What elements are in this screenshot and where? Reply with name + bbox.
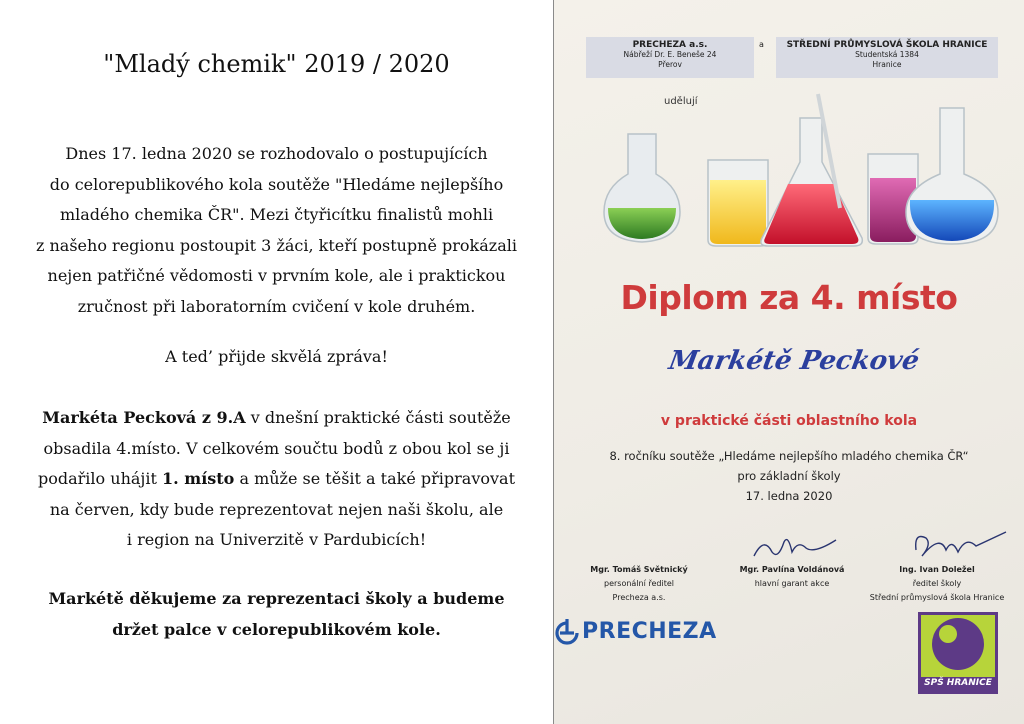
precheza-logo-text: PRECHEZA xyxy=(582,618,717,644)
award-date: 17. ledna 2020 xyxy=(745,489,833,503)
diploma-title: Diplom za 4. místo xyxy=(620,278,958,317)
student-name: Markéta Pecková z 9.A xyxy=(42,408,246,427)
sps-hranice-logo-text: SPŠ HRANICE xyxy=(924,678,992,688)
text-line: zručnost při laboratorním cvičení v kole druhém. xyxy=(77,296,476,316)
text-line: podařilo uhájit 1. místo a může se těšit a také připravovat xyxy=(38,469,515,488)
precheza-logo xyxy=(554,611,717,651)
text-line: na červen, kdy bude reprezentovat nejen naši školu, ale xyxy=(49,499,504,519)
yellow-beaker-icon xyxy=(708,160,768,246)
text-line: do celorepublikového kola soutěže "Hledáme nejlepšího xyxy=(49,174,504,194)
text-line: obsadila 4.místo. V celkovém součtu bodů z obou kol se ji xyxy=(43,438,510,458)
signer-voldanova: Mgr. Pavlína Voldánová hlavní garant akce xyxy=(739,565,845,588)
recipient-name: Markétě Peckové xyxy=(666,346,922,376)
article-paragraph-result xyxy=(20,403,533,556)
article-title: "Mladý chemik" 2019 / 2020 xyxy=(103,50,450,78)
signature-voldanova-icon xyxy=(750,530,840,562)
award-category: v praktické části oblastního kola xyxy=(660,413,918,429)
text-line: nejen patřičné vědomosti v prvním kole, ale i praktickou xyxy=(47,266,506,285)
green-flask-icon xyxy=(604,134,680,242)
competition-level: pro základní školy xyxy=(737,469,841,483)
award-verb: udělují xyxy=(664,96,698,107)
diploma-photo xyxy=(554,0,1024,724)
lab-flasks-illustration xyxy=(600,88,1000,256)
text-line: mladého chemika ČR". Mezi čtyřicítku finalistů mohli xyxy=(59,205,494,224)
competition-name: 8. ročníku soutěže „Hledáme nejlepšího mladého chemika ČR“ xyxy=(609,449,969,463)
text-line: Dnes 17. ledna 2020 se rozhodovalo o postupujících xyxy=(65,144,488,163)
article-paragraph-thanks xyxy=(20,584,533,645)
organizer-school: STŘEDNÍ PRŮMYSLOVÁ ŠKOLA HRANICE Studentská 1384 Hranice xyxy=(776,37,998,78)
red-erlenmeyer-icon xyxy=(761,94,862,246)
placement-highlight: 1. místo xyxy=(162,469,235,488)
organizer-precheza: PRECHEZA a.s. Nábřeží Dr. E. Beneše 24 Přerov xyxy=(586,37,754,78)
signature-dolezel-icon xyxy=(910,528,1010,562)
article-paragraph-news: A ted’ přijde skvělá zpráva! xyxy=(165,347,388,366)
organizer-connector: a xyxy=(759,40,764,49)
precheza-logo-icon xyxy=(554,617,580,645)
article-paragraph-intro xyxy=(20,139,533,322)
text-line: i region na Univerzitě v Pardubicích! xyxy=(126,530,427,549)
text-line: z našeho regionu postoupit 3 žáci, kteří postupně prokázali xyxy=(35,235,517,255)
signer-dolezel: Ing. Ivan Doležel ředitel školy Střední průmyslová škola Hranice xyxy=(869,565,1005,602)
signer-svetnicky: Mgr. Tomáš Světnický personální ředitel Precheza a.s. xyxy=(590,565,688,602)
text-line: Markéta Pecková z 9.A v dnešní praktické části soutěže xyxy=(42,408,511,427)
blue-flask-icon xyxy=(906,108,998,244)
text-line: držet palce v celorepublikovém kole. xyxy=(112,619,441,639)
text-line: Markétě děkujeme za reprezentaci školy a budeme xyxy=(48,589,505,608)
